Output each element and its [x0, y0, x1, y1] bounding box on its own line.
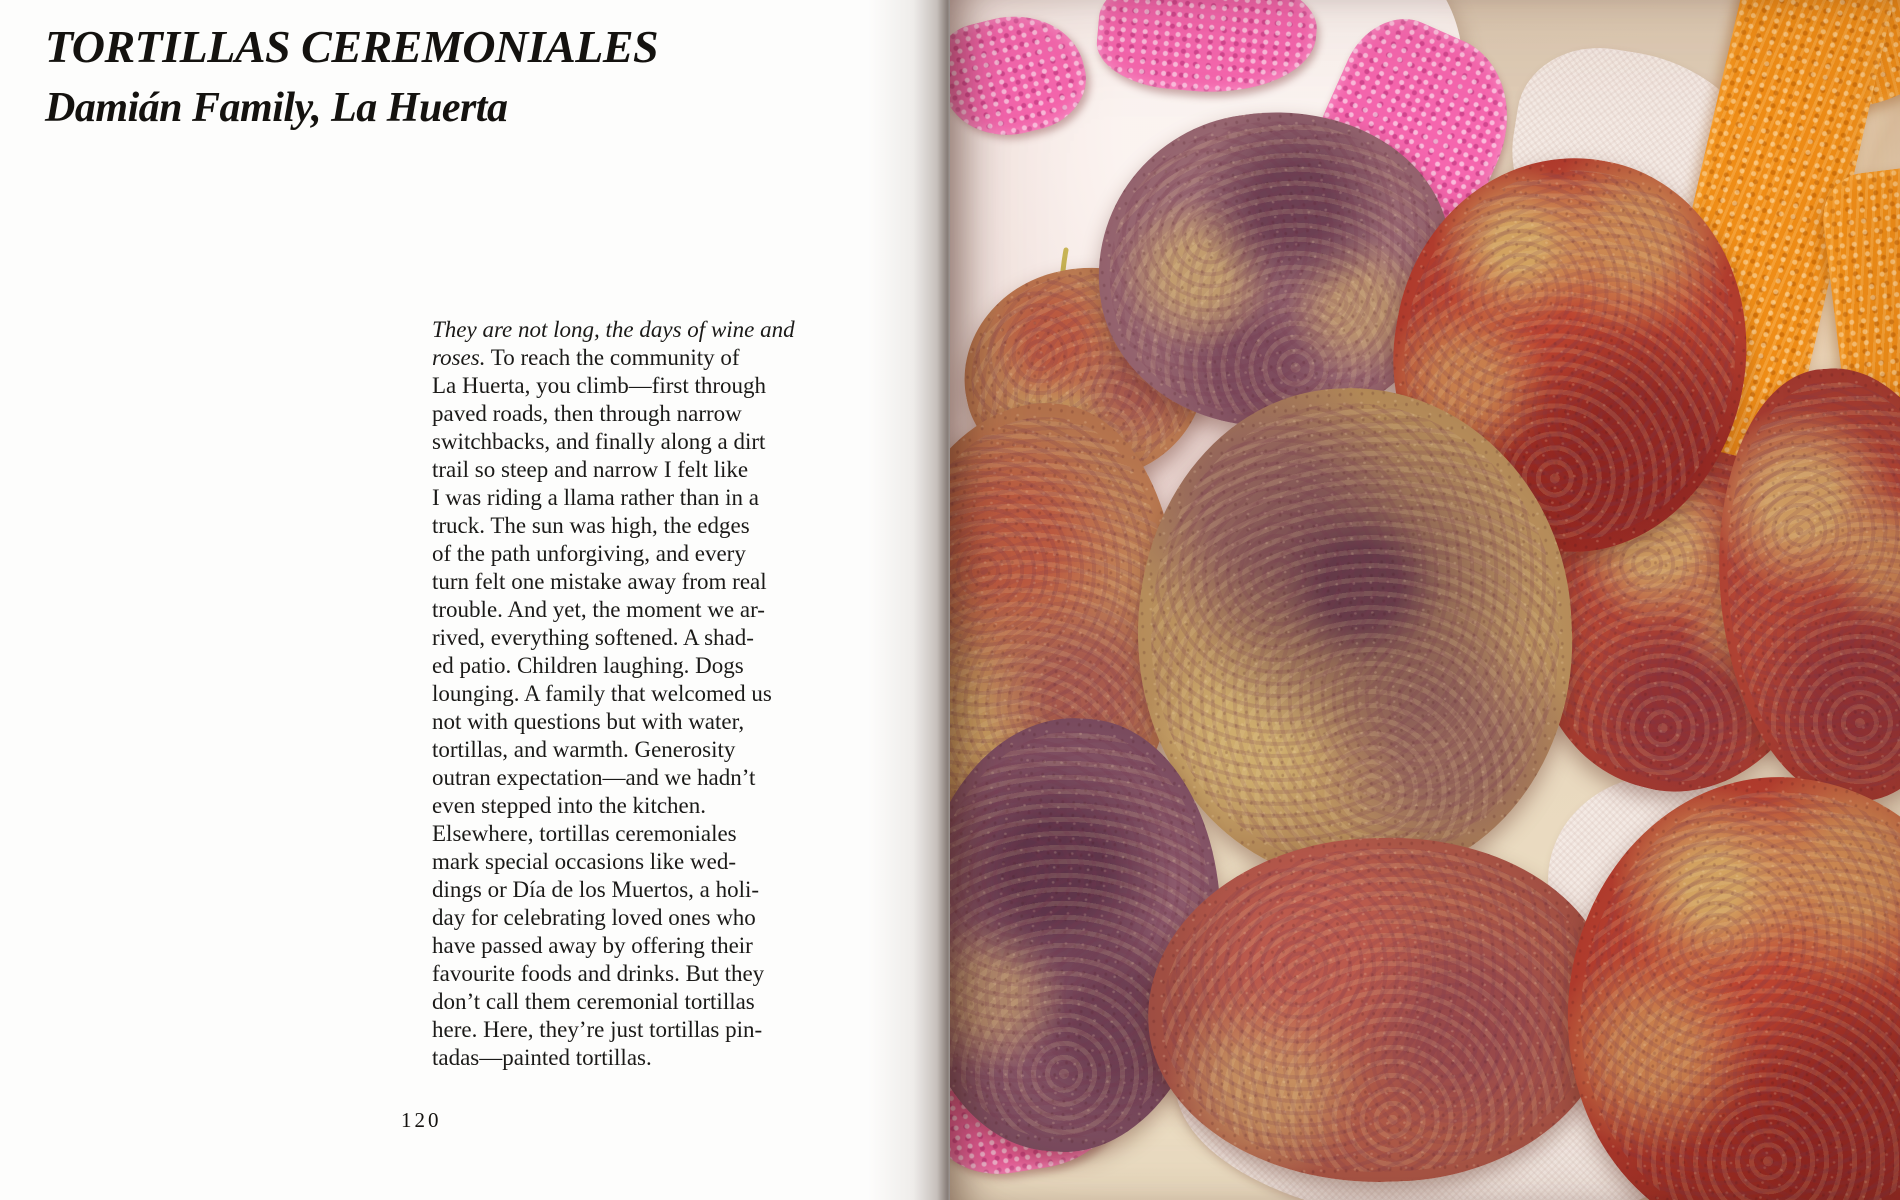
body-text-line: lounging. A family that welcomed us [432, 681, 772, 706]
body-text-line: La Huerta, you climb—first through [432, 373, 767, 398]
body-text-line: mark special occasions like wed- [432, 849, 736, 874]
body-text-line: day for celebrating loved ones who [432, 905, 756, 930]
body-text-line: even stepped into the kitchen. [432, 793, 707, 818]
body-text-line: have passed away by offering their [432, 933, 753, 958]
body-text [432, 316, 817, 1072]
body-text-lines [432, 372, 817, 1072]
body-text-line: dings or Día de los Muertos, a holi- [432, 877, 760, 902]
body-text-run: To reach the community of [485, 345, 740, 370]
body-text-line: They are not long, the days of wine and [432, 317, 795, 342]
body-text-line: Elsewhere, tortillas ceremoniales [432, 821, 737, 846]
body-text-line: don’t call them ceremonial tortillas [432, 989, 755, 1014]
body-text-line: trail so steep and narrow I felt like [432, 457, 749, 482]
body-text-line: tortillas, and warmth. Generosity [432, 737, 736, 762]
body-text-line: tadas—painted tortillas. [432, 1045, 652, 1070]
right-page-photo [950, 0, 1900, 1200]
body-text-line: of the path unforgiving, and every [432, 541, 746, 566]
body-text-line: rived, everything softened. A shad- [432, 625, 754, 650]
body-text-line: trouble. And yet, the moment we ar- [432, 597, 765, 622]
chapter-subtitle: Damián Family, La Huerta [45, 85, 508, 131]
body-text-line [432, 344, 817, 372]
body-text-line: ed patio. Children laughing. Dogs [432, 653, 744, 678]
body-text-line: turn felt one mistake away from real [432, 569, 767, 594]
body-text-line: paved roads, then through narrow [432, 401, 742, 426]
body-text-line: here. Here, they’re just tortillas pin- [432, 1017, 763, 1042]
body-text-line: I was riding a llama rather than in a [432, 485, 759, 510]
body-text-line: not with questions but with water, [432, 709, 745, 734]
body-text-line: outran expectation—and we hadn’t [432, 765, 756, 790]
body-text-line: favourite foods and drinks. But they [432, 961, 765, 986]
italic-lead: roses. [432, 345, 486, 370]
body-text-line: truck. The sun was high, the edges [432, 513, 750, 538]
body-text-line: switchbacks, and finally along a dirt [432, 429, 766, 454]
page-number: 120 [401, 1108, 442, 1132]
chapter-title: TORTILLAS CEREMONIALES [45, 21, 659, 72]
